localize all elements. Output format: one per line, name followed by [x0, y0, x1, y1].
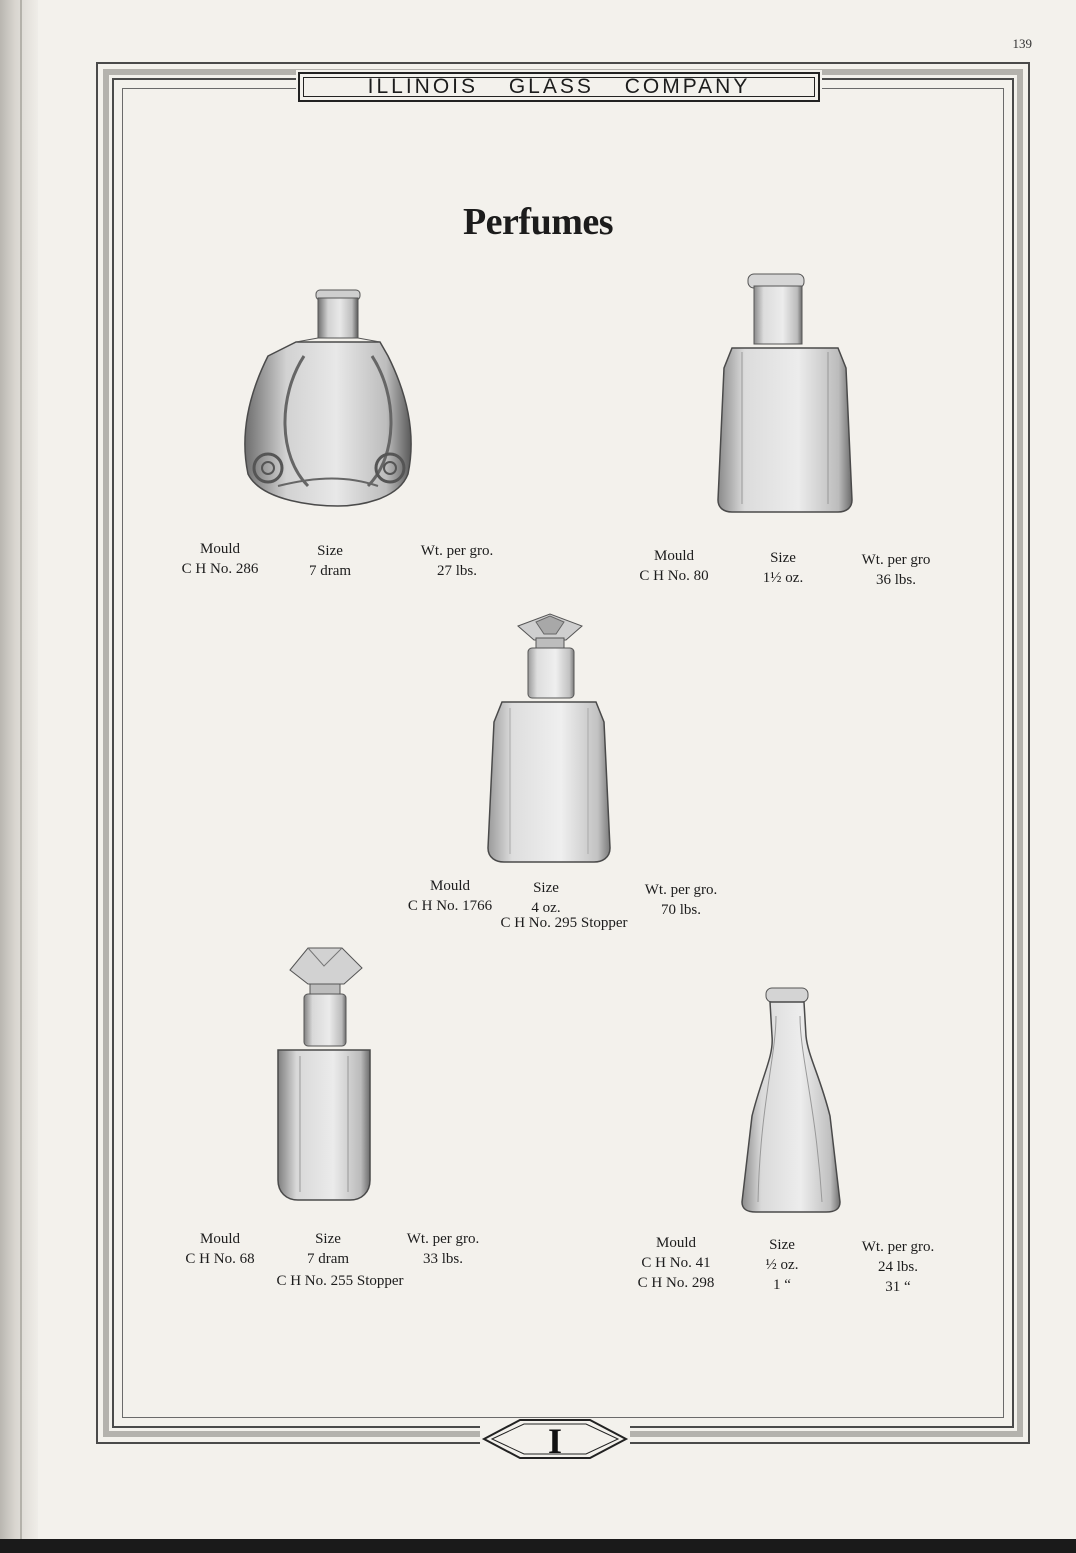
mould-label: Mould — [429, 878, 470, 894]
mould-value: C H No. 286 — [181, 561, 259, 577]
weight-column — [392, 541, 522, 581]
mould-column — [620, 1233, 732, 1293]
weight-column — [378, 1229, 508, 1269]
product-caption-286 — [160, 539, 520, 589]
weight-label: Wt. per gro. — [406, 1231, 480, 1247]
size-label: Size — [770, 550, 796, 566]
product-caption-41-298 — [620, 1233, 960, 1297]
bottle-illustration-68 — [270, 940, 378, 1204]
size-column — [284, 541, 376, 581]
weight-value: 24 lbs. — [877, 1259, 918, 1275]
size-value: 1½ oz. — [762, 570, 804, 586]
product-caption-80 — [618, 546, 958, 596]
weight-value: 27 lbs. — [436, 563, 477, 579]
stopper-note: C H No. 295 Stopper — [500, 915, 628, 931]
weight-label: Wt. per gro. — [644, 882, 718, 898]
weight-label: Wt. per gro — [861, 552, 931, 568]
scan-edge-strip — [0, 1539, 1076, 1553]
weight-label: Wt. per gro. — [420, 543, 494, 559]
mould-value-2: C H No. 298 — [637, 1275, 715, 1291]
mould-column — [618, 546, 730, 586]
size-column — [280, 1229, 376, 1269]
company-name: ILLINOIS GLASS COMPANY — [367, 75, 751, 98]
size-value-2: 1 “ — [773, 1277, 791, 1293]
mould-label: Mould — [655, 1235, 696, 1251]
mould-column — [160, 1229, 280, 1269]
company-header-box — [298, 72, 820, 102]
weight-value: 33 lbs. — [422, 1251, 463, 1267]
weight-value: 70 lbs. — [660, 902, 701, 918]
size-label: Size — [317, 543, 343, 559]
weight-label: Wt. per gro. — [861, 1239, 935, 1255]
size-value: 4 oz. — [531, 900, 561, 916]
size-column — [506, 878, 586, 918]
size-column — [740, 1235, 824, 1295]
mould-value: C H No. 68 — [185, 1251, 255, 1267]
size-value: 7 dram — [308, 563, 352, 579]
bottle-illustration-80 — [712, 268, 858, 514]
stopper-note: C H No. 255 Stopper — [276, 1273, 404, 1289]
bottle-illustration-286 — [238, 286, 418, 508]
size-value: ½ oz. — [765, 1257, 799, 1273]
weight-value: 36 lbs. — [875, 572, 916, 588]
mould-label: Mould — [653, 548, 694, 564]
product-caption-68 — [160, 1229, 520, 1293]
page-number: 139 — [1012, 36, 1032, 51]
mould-value: C H No. 41 — [641, 1255, 711, 1271]
mould-label: Mould — [199, 541, 240, 557]
size-label: Size — [769, 1237, 795, 1253]
mould-value: C H No. 80 — [639, 568, 709, 584]
logo-letter: I — [547, 1421, 563, 1460]
company-logo-diamond — [480, 1418, 630, 1460]
bottle-illustration-41 — [736, 986, 846, 1216]
size-label: Size — [533, 880, 559, 896]
page-title: Perfumes — [462, 201, 614, 243]
mould-value: C H No. 1766 — [407, 898, 493, 914]
weight-column — [836, 550, 956, 590]
mould-column — [160, 539, 280, 579]
size-label: Size — [315, 1231, 341, 1247]
mould-label: Mould — [199, 1231, 240, 1247]
bottle-illustration-1766 — [484, 612, 614, 864]
size-column — [738, 548, 828, 588]
size-value: 7 dram — [306, 1251, 350, 1267]
weight-value-2: 31 “ — [885, 1279, 911, 1295]
mould-column — [380, 876, 520, 916]
weight-column — [838, 1237, 958, 1297]
product-caption-1766 — [380, 876, 740, 936]
